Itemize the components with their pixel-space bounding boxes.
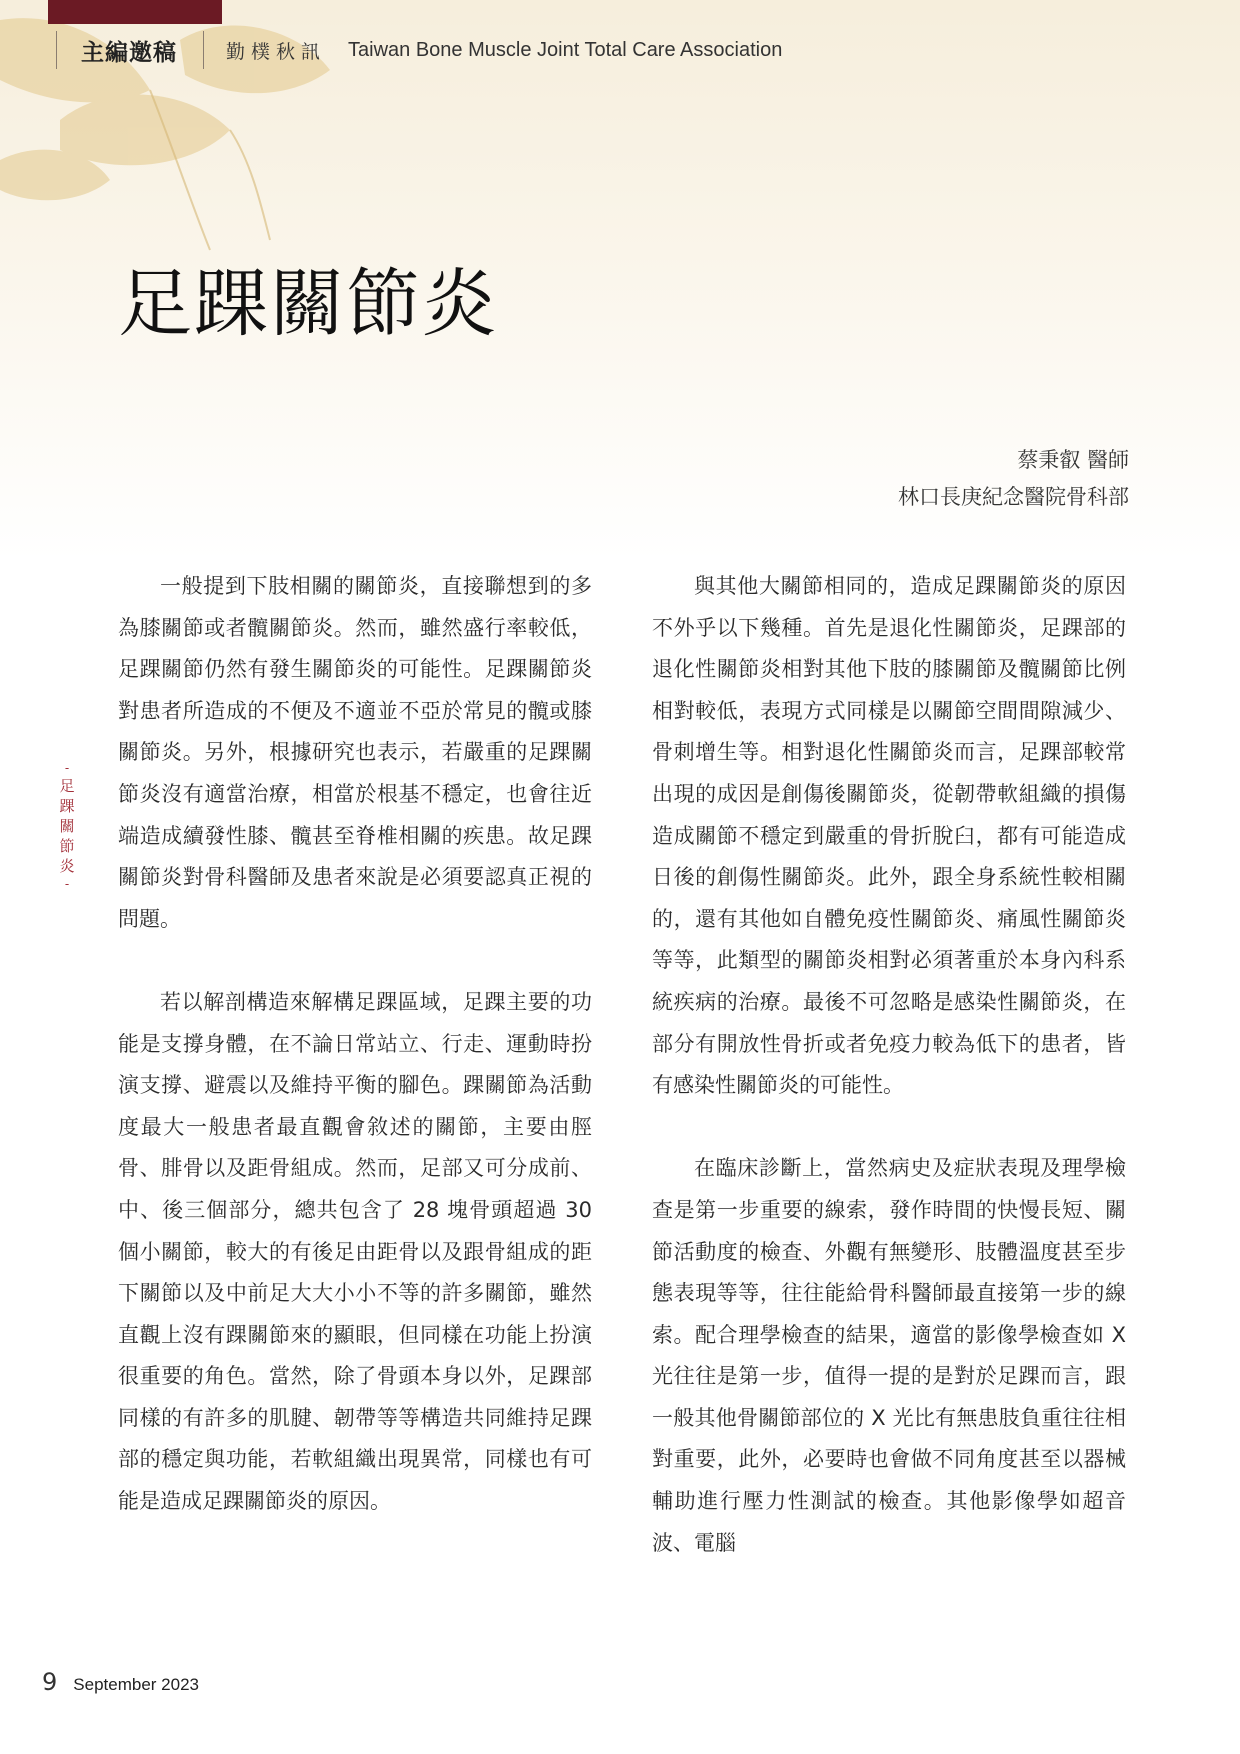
paragraph: 一般提到下肢相關的關節炎，直接聯想到的多為膝關節或者髖關節炎。然而，雖然盛行率較低，足踝關節仍然有發生關節炎的可能性。足踝關節炎對患者所造成的不便及不適並不亞於常見的髖或膝關節炎。另外，根據研究也表示，若嚴重的足踝關節炎沒有適當治療，相當於根基不穩定，也會往近端造成續發性膝、髖甚至脊椎相關的疾患。故足踝關節炎對骨科醫師及患者來說是必須要認真正視的問題。 — [118, 574, 592, 931]
page-number: 9 — [42, 1668, 58, 1696]
paragraph: 若以解剖構造來解構足踝區域，足踝主要的功能是支撐身體，在不論日常站立、行走、運動時扮演支撐、避震以及維持平衡的腳色。踝關節為活動度最大一般患者最直觀會敘述的關節，主要由脛骨、腓骨以及距骨組成。然而，足部又可分成前、中、後三個部分，總共包含了 28 塊骨頭超過 30 個小關節，較大的有後足由距骨以及跟骨組成的距下關節以及中前足大大小小不等的許多關節，雖然直觀上沒有踝關節來的顯眼，但同樣在功能上扮演很重要的角色。當然，除了骨頭本身以外，足踝部同樣的有許多的肌腱、韌帶等等構造共同維持足踝部的穩定與功能，若軟組織出現異常，同樣也有可能是造成足踝關節炎的原因。 — [118, 989, 592, 1514]
accent-bar — [48, 0, 222, 24]
side-char: 踝 — [59, 797, 75, 815]
left-column — [118, 566, 592, 1564]
paragraph: 在臨床診斷上，當然病史及症狀表現及理學檢查是第一步重要的線索，發作時間的快慢長短、關節活動度的檢查、外觀有無變形、肢體溫度甚至步態表現等等，往往能給骨科醫師最直接第一步的線索。配合理學檢查的結果，適當的影像學檢查如 X 光往往是第一步，值得一提的是對於足踝而言，跟一般其他骨關節部位的 X 光比有無患肢負重往往相對重要，此外，必要時也會做不同角度甚至以器械輔助進行壓力性測試的檢查。其他影像學如超音波、電腦 — [652, 1156, 1126, 1555]
side-char: 關 — [59, 817, 75, 835]
side-dash-top: - — [64, 761, 70, 775]
paragraph: 與其他大關節相同的，造成足踝關節炎的原因不外乎以下幾種。首先是退化性關節炎，足踝部的退化性關節炎相對其他下肢的膝關節及髖關節比例相對較低，表現方式同樣是以關節空間間隙減少、骨刺增生等。相對退化性關節炎而言，足踝部較常出現的成因是創傷後關節炎，從韌帶軟組織的損傷造成關節不穩定到嚴重的骨折脫臼，都有可能造成日後的創傷性關節炎。此外，跟全身系統性較相關的，還有其他如自體免疫性關節炎、痛風性關節炎等等，此類型的關節炎相對必須著重於本身內科系統疾病的治療。最後不可忽略是感染性關節炎，在部分有開放性骨折或者免疫力較為低下的患者，皆有感染性關節炎的可能性。 — [652, 574, 1126, 1098]
author-name: 蔡秉叡 醫師 — [1017, 448, 1129, 472]
side-dash-bottom: - — [64, 877, 70, 891]
author-affiliation: 林口長庚紀念醫院骨科部 — [898, 485, 1129, 509]
journal-name: 勤樸秋訊 — [226, 40, 327, 63]
side-char: 足 — [59, 777, 75, 795]
page-header — [56, 30, 782, 70]
association-name: Taiwan Bone Muscle Joint Total Care Association — [348, 38, 783, 61]
article-title: 足踝關節炎 — [118, 261, 498, 347]
author-block — [898, 442, 1129, 516]
side-char: 炎 — [59, 857, 75, 875]
section-label: 主編邀稿 — [81, 39, 177, 66]
side-char: 節 — [59, 837, 75, 855]
issue-date: September 2023 — [73, 1675, 199, 1694]
side-running-title — [58, 760, 76, 892]
page-footer — [42, 1668, 199, 1696]
right-column — [652, 566, 1126, 1606]
